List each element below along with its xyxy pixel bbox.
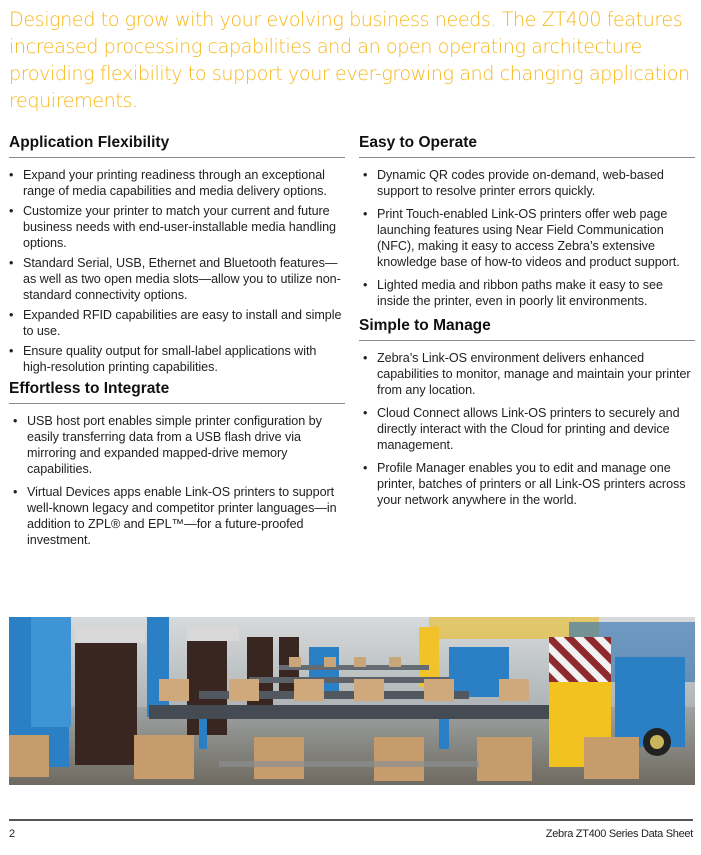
page-number: 2 xyxy=(9,828,16,840)
list-item: • Lighted media and ribbon paths make it easy to see inside the printer, even in poorly lit environments. xyxy=(363,278,663,308)
bullet-icon: • xyxy=(363,168,368,182)
list-item: • Dynamic QR codes provide on-demand, web-based support to resolve printer errors quickly. xyxy=(363,168,664,198)
list-item: • USB host port enables simple printer configuration by easily transferring data from a USB flash drive via mirroring and expanded mapped-drive memory capabilities. xyxy=(13,414,322,476)
bullet-icon: • xyxy=(9,344,14,358)
bullet-icon: • xyxy=(363,207,368,221)
simple-to-manage-list xyxy=(359,341,695,508)
footer-divider xyxy=(9,819,693,821)
list-item: • Profile Manager enables you to edit and manage one printer, batches of printers or all Link-OS printers across your network anywhere in the world. xyxy=(363,461,686,507)
bullet-icon: • xyxy=(9,168,14,182)
bullet-icon: • xyxy=(13,414,18,428)
bullet-icon: • xyxy=(363,351,368,365)
bullet-icon: • xyxy=(9,308,14,322)
warehouse-illustration xyxy=(9,617,695,785)
right-column xyxy=(359,133,695,515)
list-item: • Expanded RFID capabilities are easy to install and simple to use. xyxy=(9,308,342,338)
left-column xyxy=(9,133,345,555)
effortless-to-integrate-list xyxy=(9,404,345,548)
bullet-icon: • xyxy=(363,461,368,475)
list-item: • Expand your printing readiness through an exceptional range of media capabilities and media delivery options. xyxy=(9,168,327,198)
section-title-simple-to-manage: Simple to Manage xyxy=(359,316,695,341)
intro-paragraph: Designed to grow with your evolving business needs. The ZT400 features increased processing capabilities and an open operating architecture providing flexibility to support your ever-growing and changing application requirements. xyxy=(9,8,690,112)
list-item: • Virtual Devices apps enable Link-OS printers to support well-known legacy and competitor printer languages—in addition to ZPL® and EPL™—for a future-proofed investment. xyxy=(13,485,337,547)
bullet-icon: • xyxy=(363,278,368,292)
section-title-effortless-to-integrate: Effortless to Integrate xyxy=(9,379,345,404)
bullet-icon: • xyxy=(9,256,14,270)
list-item: • Cloud Connect allows Link-OS printers to securely and directly interact with the Cloud for printing and device management. xyxy=(363,406,680,452)
list-item: • Customize your printer to match your current and future business needs with end-user-installable media handling options. xyxy=(9,204,336,250)
list-item: • Ensure quality output for small-label applications with high-resolution printing capabilities. xyxy=(9,344,317,374)
easy-to-operate-list xyxy=(359,158,695,309)
document-title: Zebra ZT400 Series Data Sheet xyxy=(545,828,693,840)
list-item: • Standard Serial, USB, Ethernet and Bluetooth features—as well as two open media slots—allow you to utilize non-standard connectivity options. xyxy=(9,256,341,302)
list-item: • Print Touch-enabled Link-OS printers offer web page launching features using Near Field Communication (NFC), making it easy to access Zebra’s extensive knowledge base of how-to videos and product support. xyxy=(363,207,680,269)
application-flexibility-list xyxy=(9,158,345,375)
warehouse-conveyor-photo xyxy=(9,617,695,785)
list-item: • Zebra’s Link-OS environment delivers enhanced capabilities to monitor, manage and maintain your printer from any location. xyxy=(363,351,691,397)
section-title-easy-to-operate: Easy to Operate xyxy=(359,133,695,158)
bullet-icon: • xyxy=(13,485,18,499)
bullet-icon: • xyxy=(9,204,14,218)
section-title-application-flexibility: Application Flexibility xyxy=(9,133,345,158)
bullet-icon: • xyxy=(363,406,368,420)
